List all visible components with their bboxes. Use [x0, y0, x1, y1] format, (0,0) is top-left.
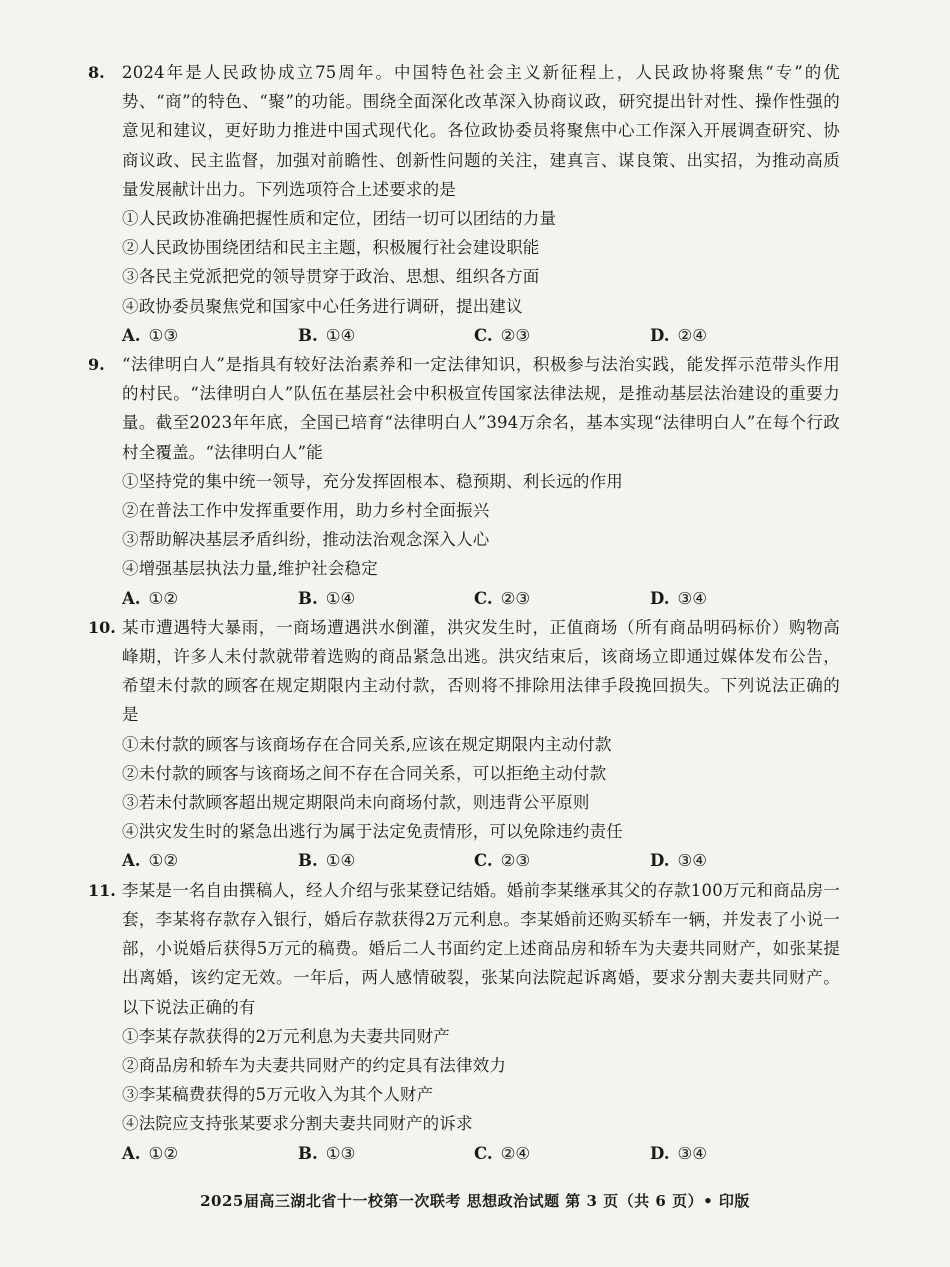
- answer-choices: [122, 846, 840, 875]
- question-number: 8.: [88, 63, 105, 82]
- statement-option: ③各民主党派把党的领导贯穿于政治、思想、组织各方面: [122, 267, 540, 287]
- choice-letter: D.: [650, 588, 670, 608]
- choice-letter: B.: [298, 1143, 318, 1163]
- choice-letter: B.: [298, 325, 318, 345]
- choice-b: [298, 1139, 474, 1168]
- choice-d: [650, 1139, 826, 1168]
- choice-c: [474, 584, 650, 613]
- question-8: [88, 58, 840, 350]
- answer-choices: [122, 321, 840, 350]
- choice-d: [650, 846, 826, 875]
- choice-text: ①②: [148, 588, 179, 608]
- statement-option: ④增强基层执法力量,维护社会稳定: [122, 559, 378, 579]
- choice-c: [474, 1139, 650, 1168]
- question-stem: 2024年是人民政协成立75周年。中国特色社会主义新征程上，人民政协将聚焦“专”的优势、“商”的特色、“聚”的功能。围绕全面深化改革深入协商议政，研究提出针对性、操作性强的意见和建议，更好助力推进中国式现代化。各位政协委员将聚焦中心工作深入开展调查研究、协商议政、民主监督，加强对前瞻性、创新性问题的关注，建真言、谋良策、出实招，为推动高质量发展献计出力。下列选项符合上述要求的是: [122, 63, 840, 199]
- page-footer: 2025届高三湖北省十一校第一次联考 思想政治试题 第 3 页（共 6 页）• 印版: [200, 1192, 750, 1210]
- choice-letter: C.: [474, 325, 493, 345]
- question-9: [88, 350, 840, 613]
- choice-a: [122, 1139, 298, 1168]
- statement-option: ①未付款的顾客与该商场存在合同关系,应该在规定期限内主动付款: [122, 734, 612, 754]
- question-number: 11.: [88, 880, 116, 900]
- choice-text: ②④: [677, 325, 708, 345]
- choice-letter: C.: [474, 1143, 493, 1163]
- choice-letter: A.: [122, 325, 141, 345]
- choice-a: [122, 584, 298, 613]
- choice-a: [122, 321, 298, 350]
- statement-option: ②商品房和轿车为夫妻共同财产的约定具有法律效力: [122, 1055, 507, 1075]
- choice-letter: C.: [474, 851, 493, 871]
- choice-letter: B.: [298, 588, 318, 608]
- choice-d: [650, 584, 826, 613]
- choice-text: ③④: [677, 1143, 708, 1163]
- choice-letter: C.: [474, 588, 493, 608]
- statement-option: ①人民政协准确把握性质和定位，团结一切可以团结的力量: [122, 209, 557, 229]
- choice-text: ②③: [500, 588, 531, 608]
- question-stem: 某市遭遇特大暴雨，一商场遭遇洪水倒灌，洪灾发生时，正值商场（所有商品明码标价）购物高峰期，许多人未付款就带着选购的商品紧急出逃。洪灾结束后，该商场立即通过媒体发布公告，希望未付款的顾客在规定期限内主动付款，否则将不排除用法律手段挽回损失。下列说法正确的是: [122, 617, 840, 725]
- choice-c: [474, 321, 650, 350]
- statement-option: ③帮助解决基层矛盾纠纷，推动法治观念深入人心: [122, 530, 490, 550]
- choice-text: ①②: [148, 851, 179, 871]
- statement-option: ②人民政协围绕团结和民主主题，积极履行社会建设职能: [122, 238, 540, 258]
- question-11: [88, 876, 840, 1168]
- choice-letter: D.: [650, 1143, 670, 1163]
- statement-option: ④洪灾发生时的紧急出逃行为属于法定免责情形，可以免除违约责任: [122, 822, 623, 842]
- choice-text: ③④: [677, 588, 708, 608]
- statement-option: ②在普法工作中发挥重要作用，助力乡村全面振兴: [122, 501, 490, 521]
- choice-letter: A.: [122, 588, 141, 608]
- statement-option: ①坚持党的集中统一领导，充分发挥固根本、稳预期、利长远的作用: [122, 471, 623, 491]
- choice-letter: B.: [298, 851, 318, 871]
- choice-text: ①④: [325, 325, 356, 345]
- choice-text: ①③: [325, 1143, 356, 1163]
- answer-choices: [122, 584, 840, 613]
- choice-text: ②③: [500, 325, 531, 345]
- choice-b: [298, 584, 474, 613]
- question-10: [88, 613, 840, 876]
- choice-letter: A.: [122, 851, 141, 871]
- choice-text: ①③: [148, 325, 179, 345]
- choice-letter: D.: [650, 325, 670, 345]
- question-number: 10.: [88, 617, 116, 637]
- choice-a: [122, 846, 298, 875]
- statement-option: ②未付款的顾客与该商场之间不存在合同关系，可以拒绝主动付款: [122, 763, 607, 783]
- choice-c: [474, 846, 650, 875]
- choice-text: ①④: [325, 851, 356, 871]
- statement-option: ③若未付款顾客超出规定期限尚未向商场付款，则违背公平原则: [122, 793, 590, 813]
- choice-d: [650, 321, 826, 350]
- choice-text: ②③: [500, 851, 531, 871]
- question-stem: “法律明白人”是指具有较好法治素养和一定法律知识，积极参与法治实践，能发挥示范带头作用的村民。“法律明白人”队伍在基层社会中积极宣传国家法律法规，是推动基层法治建设的重要力量。截至2023年年底，全国已培育“法律明白人”394万余名，基本实现“法律明白人”在每个行政村全覆盖。“法律明白人”能: [122, 355, 840, 462]
- statement-option: ④政协委员聚焦党和国家中心任务进行调研，提出建议: [122, 296, 523, 316]
- choice-text: ②④: [500, 1143, 531, 1163]
- statement-option: ①李某存款获得的2万元利息为夫妻共同财产: [122, 1026, 450, 1046]
- choice-text: ①④: [325, 588, 356, 608]
- choice-b: [298, 846, 474, 875]
- statement-option: ④法院应支持张某要求分割夫妻共同财产的诉求: [122, 1114, 473, 1134]
- choice-letter: D.: [650, 851, 670, 871]
- question-stem: 李某是一名自由撰稿人，经人介绍与张某登记结婚。婚前李某继承其父的存款100万元和商品房一套，李某将存款存入银行，婚后存款获得2万元利息。李某婚前还购买轿车一辆，并发表了小说一部，小说婚后获得5万元的稿费。婚后二人书面约定上述商品房和轿车为夫妻共同财产，如张某提出离婚，该约定无效。一年后，两人感情破裂，张某向法院起诉离婚，要求分割夫妻共同财产。以下说法正确的有: [122, 880, 840, 1017]
- choice-letter: A.: [122, 1143, 141, 1163]
- statement-option: ③李某稿费获得的5万元收入为其个人财产: [122, 1085, 434, 1105]
- question-number: 9.: [88, 355, 105, 375]
- choice-b: [298, 321, 474, 350]
- choice-text: ③④: [677, 851, 708, 871]
- choice-text: ①②: [148, 1143, 179, 1163]
- answer-choices: [122, 1139, 840, 1168]
